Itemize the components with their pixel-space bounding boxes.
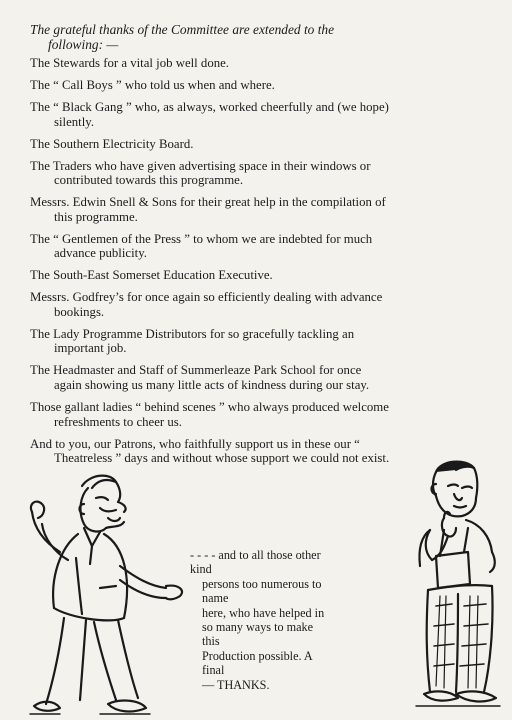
acknowledgement-entry: The Traders who have given advertising space in their windows or contributed towards this programme. [30, 158, 371, 188]
acknowledgement-entry: The “ Gentlemen of the Press ” to whom we are indebted for much advance publicity. [30, 231, 373, 261]
acknowledgement-entry: The “ Black Gang ” who, as always, worked cheerfully and (we hope) silently. [30, 99, 389, 129]
postscript-line: - - - - and to all those other kind [190, 548, 321, 577]
postscript-line: Production possible. A final [202, 648, 313, 678]
postscript-line: persons too numerous to name [202, 576, 322, 606]
postscript-line: here, who have helped in [202, 605, 325, 620]
postscript-note [190, 548, 330, 692]
cartoon-man-gesturing-icon [20, 468, 200, 720]
acknowledgement-entry: And to you, our Patrons, who faithfully support us in these our “ Theatreless ” days and without whose support we could not exist. [30, 436, 390, 466]
acknowledgement-entry: Messrs. Godfrey’s for once again so efficiently dealing with advance bookings. [30, 290, 383, 319]
acknowledgement-entry: The Lady Programme Distributors for so gracefully tackling an important job. [30, 326, 355, 356]
intro-line-1: The grateful thanks of the Committee are extended to the [30, 22, 335, 37]
acknowledgement-entry: Those gallant ladies “ behind scenes ” who always produced welcome refreshments to cheer us. [30, 399, 389, 429]
acknowledgement-entry: The Headmaster and Staff of Summerleaze Park School for once again showing us many little acts of kindness during our stay. [30, 363, 370, 392]
cartoon-stagehand-thinking-icon [400, 456, 508, 718]
acknowledgement-entry: The Stewards for a vital job well done. [30, 56, 230, 70]
acknowledgement-entry: The South-East Somerset Education Executive. [30, 268, 273, 283]
postscript-line: so many ways to make this [202, 620, 314, 649]
acknowledgement-entry: The “ Call Boys ” who told us when and where. [30, 77, 275, 92]
acknowledgement-entry: The Southern Electricity Board. [30, 136, 194, 151]
postscript-line: — THANKS. [202, 677, 270, 692]
intro-heading [30, 22, 390, 52]
acknowledgement-entry: Messrs. Edwin Snell & Sons for their great help in the compilation of this programme. [30, 195, 386, 224]
intro-line-2: following: — [48, 37, 119, 52]
acknowledgements-list [30, 56, 390, 473]
